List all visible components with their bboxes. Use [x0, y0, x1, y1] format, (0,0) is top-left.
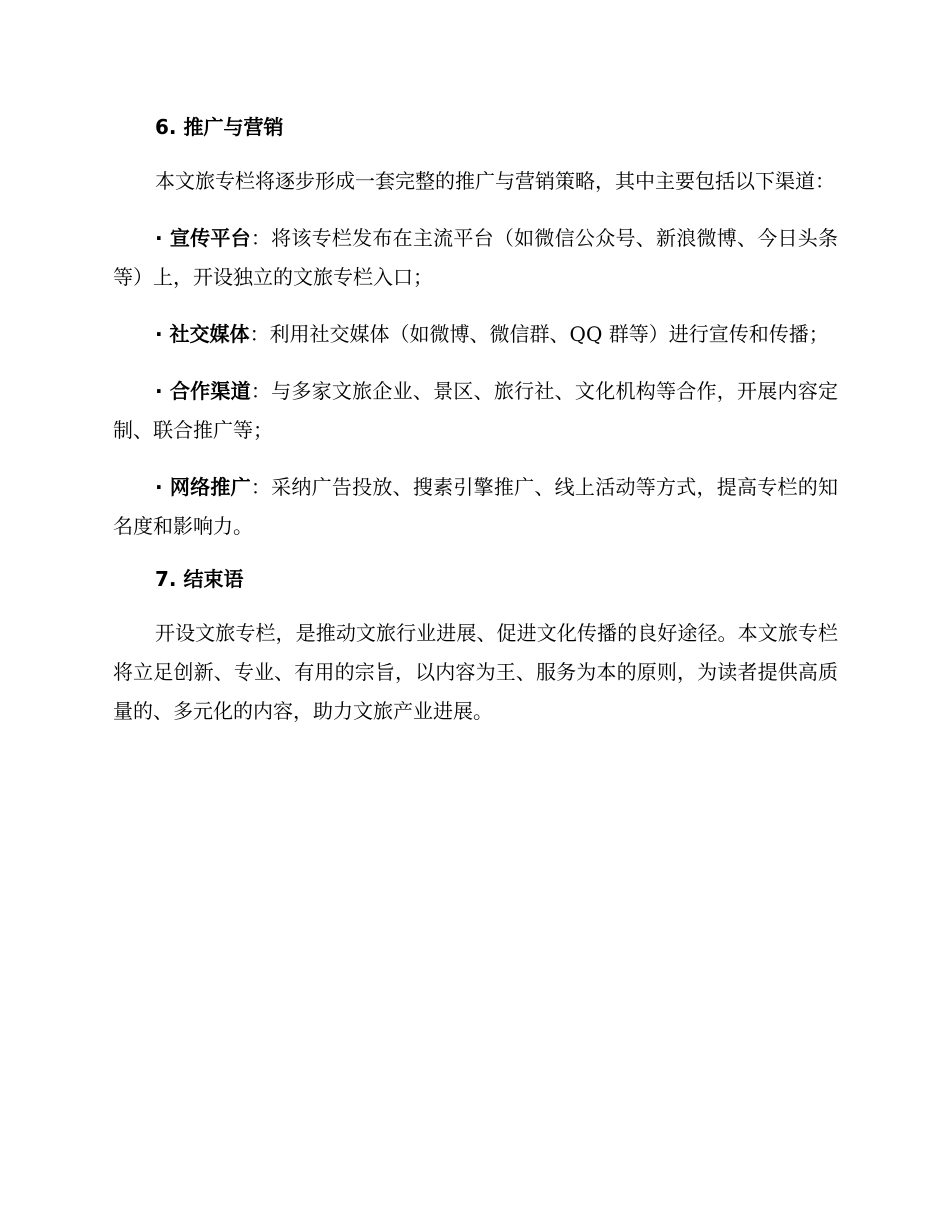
- section-7-heading: 7. 结束语: [155, 567, 244, 591]
- list-item: [113, 372, 838, 450]
- list-item-text: ：与多家文旅企业、景区、旅行社、文化机构等合作，开展内容定制、联合推广等；: [113, 379, 839, 442]
- list-item: [113, 468, 838, 546]
- list-item-text: ：将该专栏发布在主流平台（如微信公众号、新浪微博、今日头条等）上，开设独立的文旅专栏入口；: [113, 226, 839, 289]
- section-6-intro: 本文旅专栏将逐步形成一套完整的推广与营销策略，其中主要包括以下渠道：: [155, 169, 835, 193]
- list-item-text: ：采纳广告投放、搜素引擎推广、线上活动等方式，提高专栏的知名度和影响力。: [113, 475, 839, 538]
- section-7-body: 开设文旅专栏，是推动文旅行业进展、促进文化传播的良好途径。本文旅专栏将立足创新、专业、有用的宗旨，以内容为王、服务为本的原则，为读者提供高质量的、多元化的内容，助力文旅产业进展。: [113, 621, 838, 723]
- list-item-title: · 网络推广: [155, 475, 251, 499]
- section-6-heading: 6. 推广与营销: [155, 115, 284, 139]
- document-page: [113, 112, 838, 749]
- list-item-title: · 宣传平台: [155, 226, 251, 250]
- list-item-title: · 社交媒体: [155, 322, 250, 346]
- list-item: [113, 315, 838, 354]
- list-item: [113, 219, 838, 297]
- list-item-text: ：利用社交媒体（如微博、微信群、QQ 群等）进行宣传和传播；: [249, 322, 829, 346]
- list-item-title: · 合作渠道: [155, 379, 251, 403]
